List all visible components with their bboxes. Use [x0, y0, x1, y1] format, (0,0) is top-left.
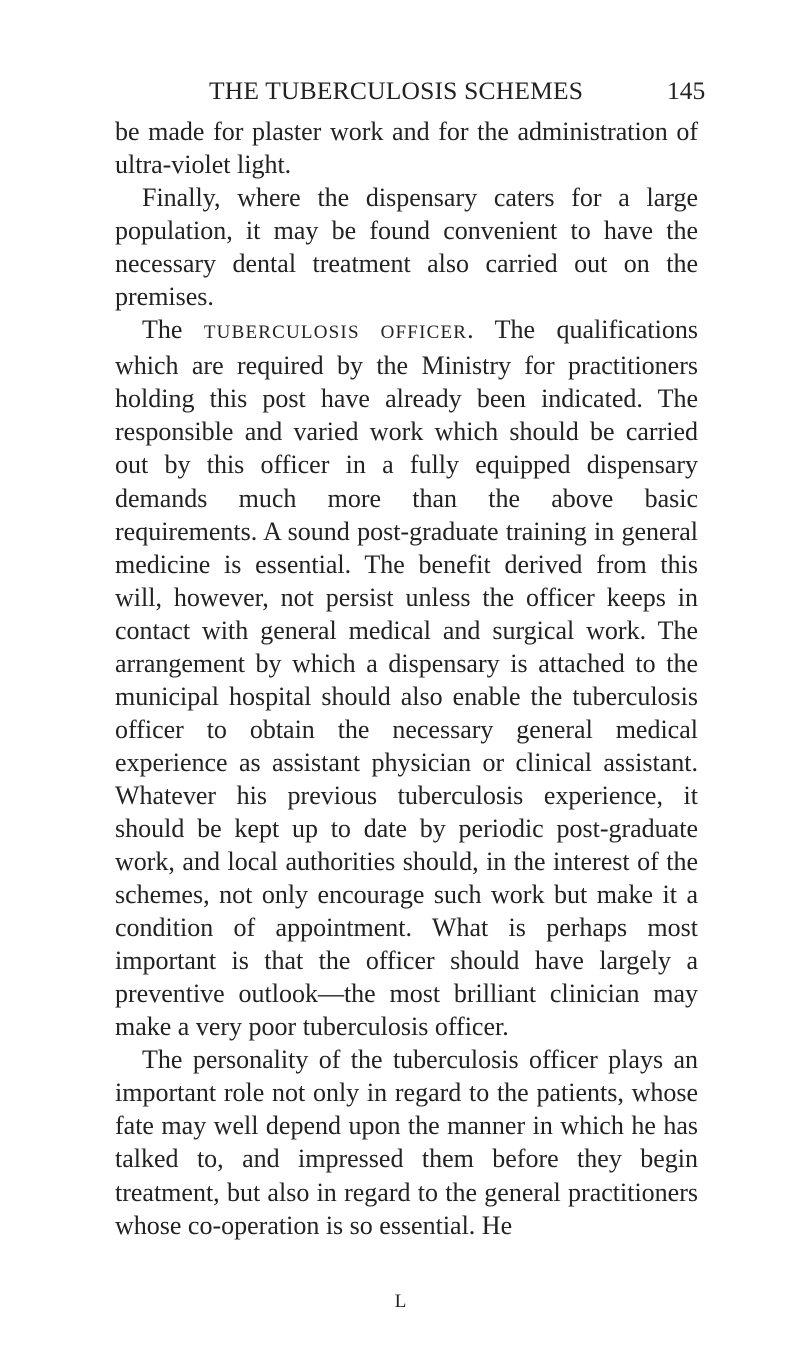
running-title: THE TUBERCULOSIS SCHEMES — [209, 76, 584, 105]
small-caps-heading: TUBERCULOSIS OFFICER — [203, 322, 468, 344]
paragraph — [115, 181, 698, 313]
paragraph-continued — [115, 115, 698, 181]
body-text — [115, 115, 698, 1242]
section-heading: The TUBERCULOSIS OFFICER. — [142, 315, 474, 345]
paragraph — [115, 1043, 698, 1241]
page-number: 145 — [667, 76, 706, 105]
paragraph-text: be made for plaster work and for the administration of ultra-violet light. — [115, 117, 698, 180]
running-header — [0, 71, 801, 111]
paragraph-text: Finally, where the dispensary caters for a large population, it may be found convenient to have the necessary dental treatment also carried out on the premises. — [115, 183, 698, 312]
paragraph-text: The personality of the tuberculosis officer plays an important role not only in regard to the patients, whose fate may well depend upon the manner in which he has talked to, and impressed them before they begin treatment, but also in regard to the general practitioners whose co-operation is so essential. He — [115, 1045, 698, 1240]
paragraph-text: The qualifications which are required by the Ministry for practitioners holding this post have already been indicated. The responsible and varied work which should be carried out by this officer in a fully equipped dispensary demands much more than the above basic requirements. A sound post-graduate training in general medicine is essential. The benefit derived from this will, however, not persist unless the officer keeps in contact with general medical and surgical work. The arrangement by which a dispensary is attached to the municipal hospital should also enable the tuberculosis officer to obtain the necessary general medical experience as assistant physician or clinical assistant. Whatever his previous tuberculosis experience, it should be kept up to date by periodic post-graduate work, and local authorities should, in the interest of the schemes, not only encourage such work but make it a condition of appointment. What is perhaps most important is that the officer should have largely a preventive outlook—the most brilliant clinician may make a very poor tuberculosis officer. — [115, 315, 698, 1042]
signature-mark: L — [394, 1291, 407, 1312]
paragraph-tuberculosis-officer — [115, 313, 698, 1043]
